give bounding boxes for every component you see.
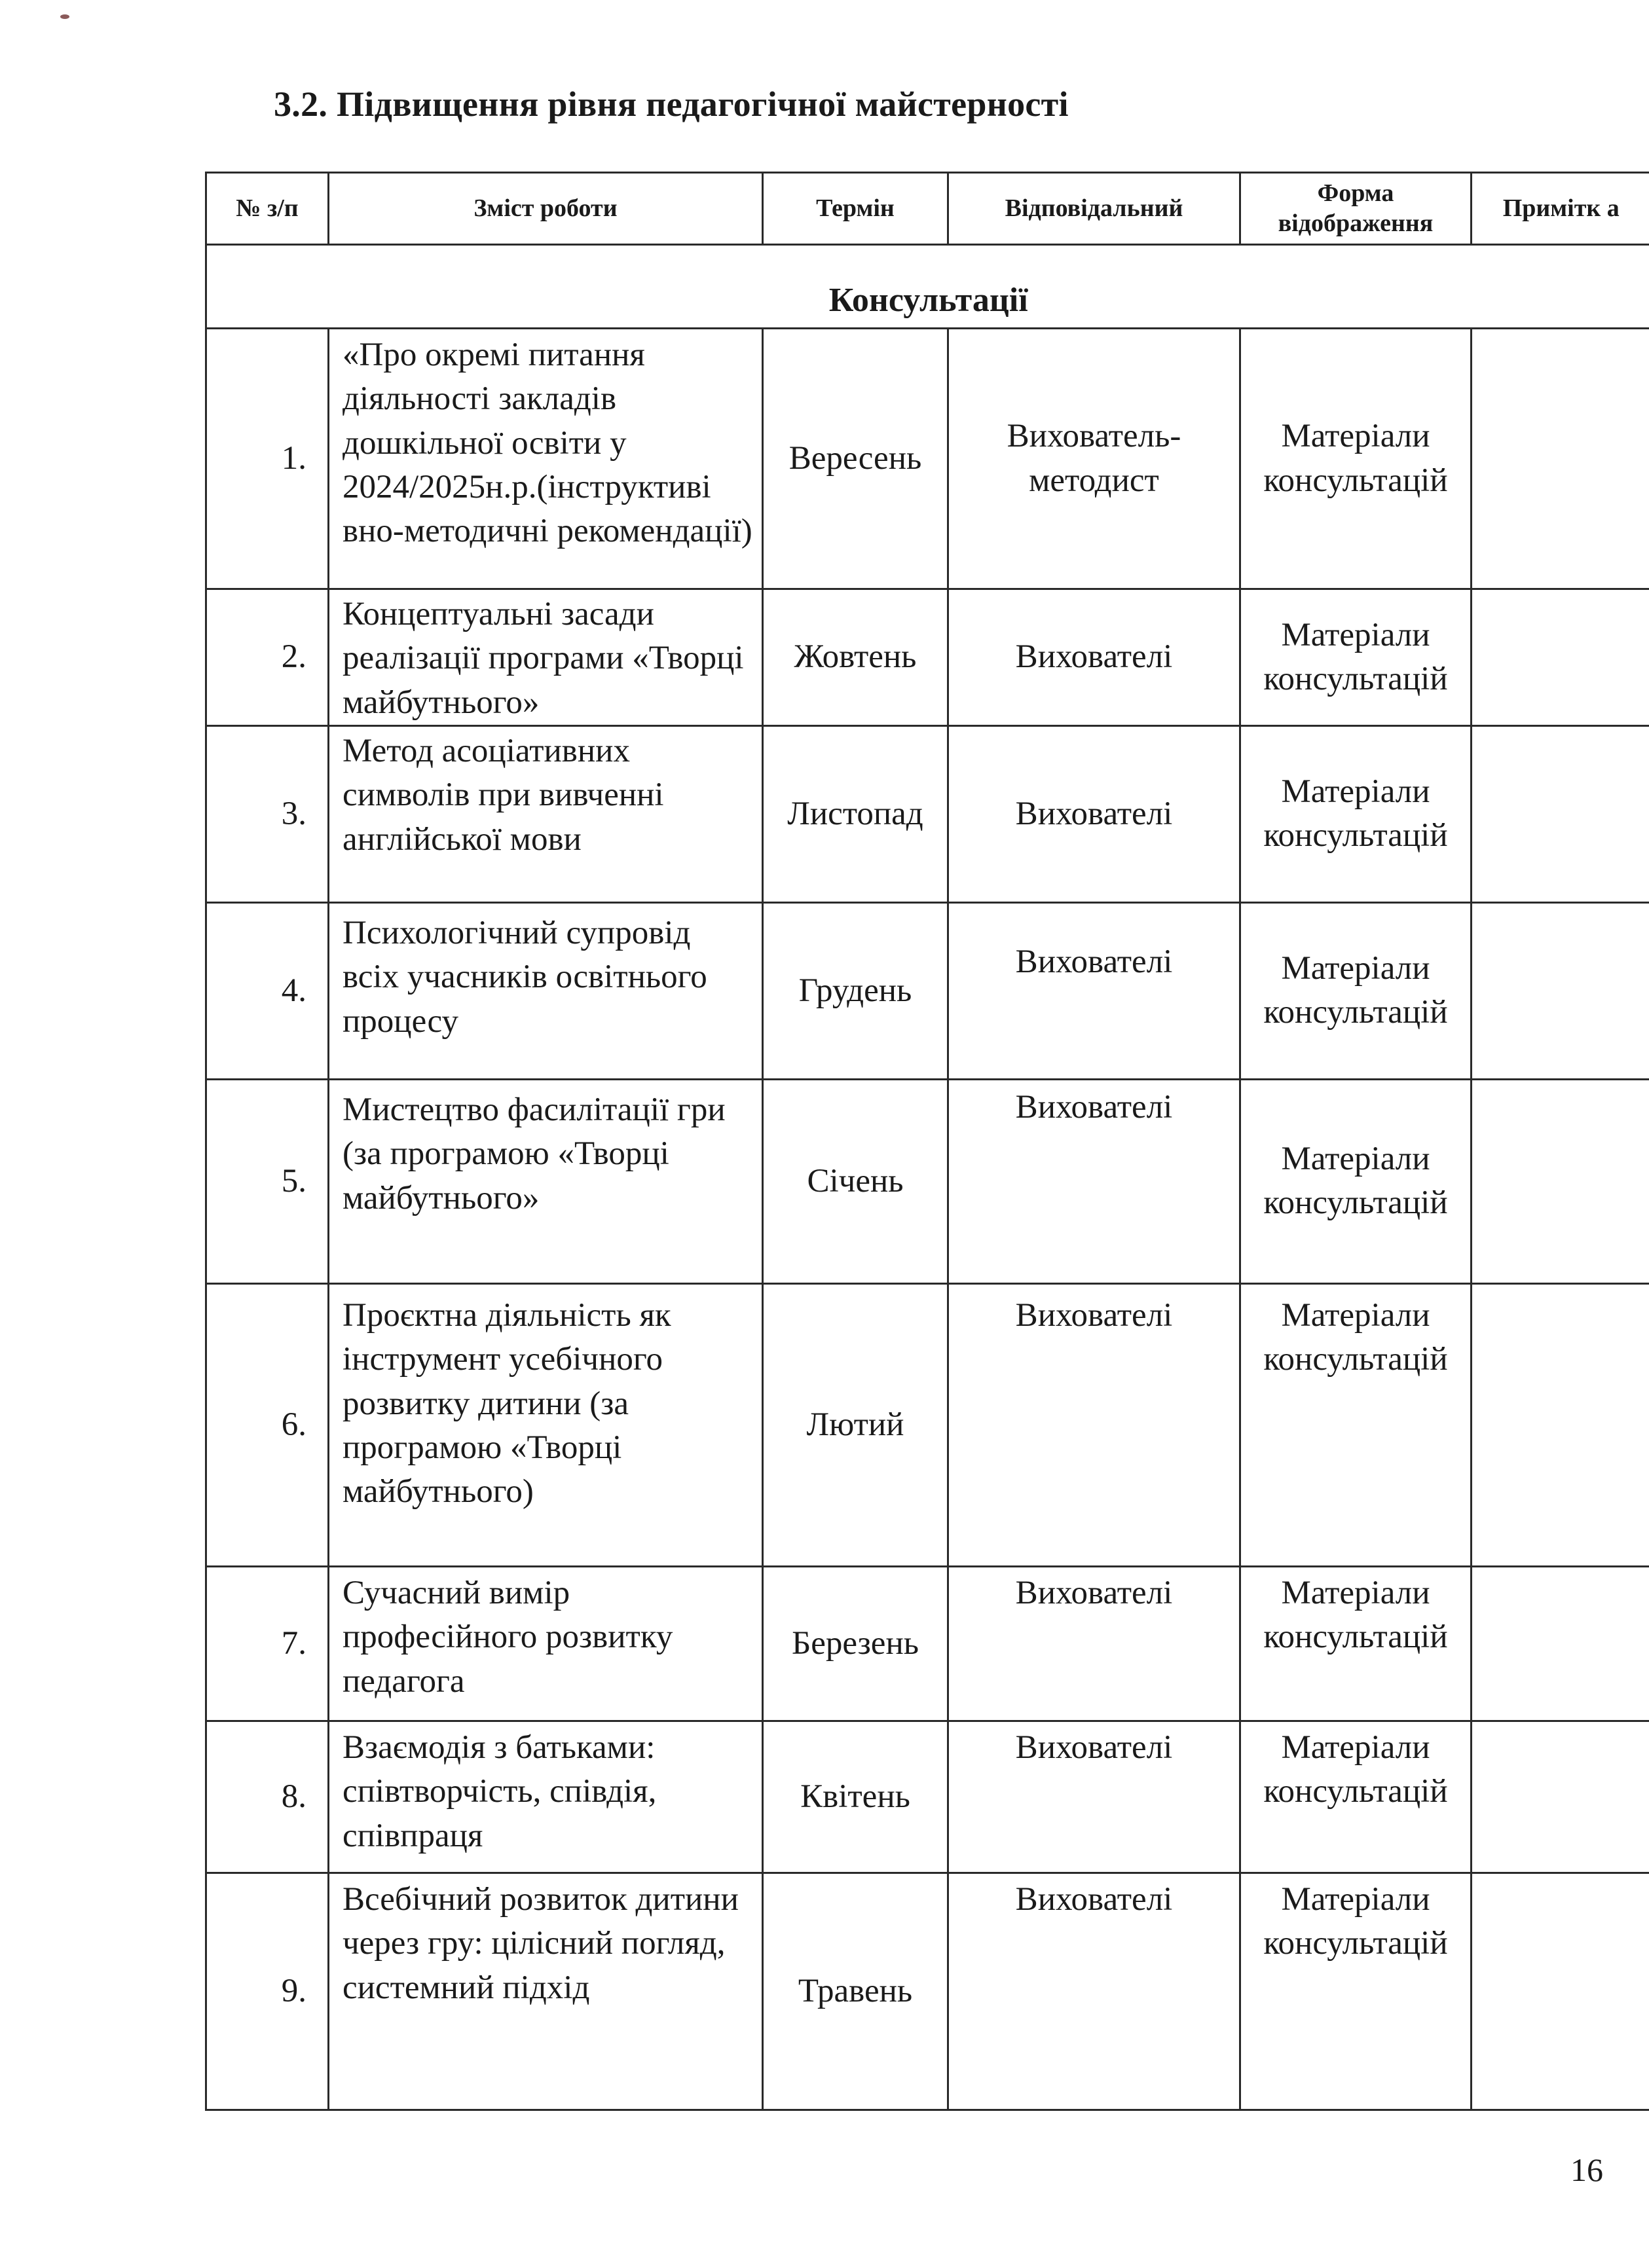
row-note [1472, 725, 1649, 902]
header-form: Форма відображення [1240, 173, 1472, 245]
row-term: Грудень [763, 902, 948, 1079]
header-num: № з/п [206, 173, 329, 245]
row-note [1472, 902, 1649, 1079]
row-content: Проєктна діяльність як інструмент усебічного розвитку дитини (за програмою «Творці майбутнього) [329, 1283, 763, 1566]
row-note [1472, 1283, 1649, 1566]
row-term: Листопад [763, 725, 948, 902]
header-note: Примітк а [1472, 173, 1649, 245]
row-note [1472, 1566, 1649, 1721]
row-term: Квітень [763, 1721, 948, 1873]
row-form: Матеріали консультацій [1240, 589, 1472, 726]
table-row [206, 589, 1649, 726]
row-num: 2. [206, 589, 329, 726]
row-content: Метод асоціативних символів при вивченні англійської мови [329, 725, 763, 902]
row-form: Матеріали консультацій [1240, 1566, 1472, 1721]
row-form: Матеріали консультацій [1240, 725, 1472, 902]
row-responsible: Вихователі [948, 589, 1240, 726]
row-num: 3. [206, 725, 329, 902]
table-header-row [206, 173, 1649, 245]
row-content: «Про окремі питання діяльності закладів дошкільної освіти у 2024/2025н.р.(інструктиві вно-методичні рекомендації) [329, 329, 763, 589]
row-term: Березень [763, 1566, 948, 1721]
row-form: Матеріали консультацій [1240, 329, 1472, 589]
row-num: 5. [206, 1079, 329, 1283]
row-content: Взаємодія з батьками: співтворчість, співдія, співпраця [329, 1721, 763, 1873]
section-row [206, 245, 1649, 329]
table-row [206, 1283, 1649, 1566]
row-content: Сучасний вимір професійного розвитку педагога [329, 1566, 763, 1721]
header-term: Термін [763, 173, 948, 245]
row-form: Матеріали консультацій [1240, 902, 1472, 1079]
row-term: Лютий [763, 1283, 948, 1566]
table-row [206, 725, 1649, 902]
row-term: Січень [763, 1079, 948, 1283]
row-responsible: Вихователі [948, 1721, 1240, 1873]
header-content: Зміст роботи [329, 173, 763, 245]
row-num: 7. [206, 1566, 329, 1721]
consultations-table [205, 172, 1649, 2111]
row-num: 1. [206, 329, 329, 589]
row-num: 4. [206, 902, 329, 1079]
row-note [1472, 1873, 1649, 2110]
table-row [206, 329, 1649, 589]
table-row [206, 1873, 1649, 2110]
row-content: Концептуальні засади реалізації програми «Творці майбутнього» [329, 589, 763, 726]
row-term: Жовтень [763, 589, 948, 726]
row-note [1472, 329, 1649, 589]
header-responsible: Відповідальний [948, 173, 1240, 245]
row-form: Матеріали консультацій [1240, 1283, 1472, 1566]
row-term: Вересень [763, 329, 948, 589]
scan-speck [60, 14, 69, 19]
row-num: 6. [206, 1283, 329, 1566]
row-note [1472, 1721, 1649, 1873]
row-note [1472, 1079, 1649, 1283]
row-responsible: Вихователі [948, 1283, 1240, 1566]
row-term: Травень [763, 1873, 948, 2110]
table-row [206, 1566, 1649, 1721]
row-form: Матеріали консультацій [1240, 1079, 1472, 1283]
row-responsible: Вихователь-методист [948, 329, 1240, 589]
row-num: 8. [206, 1721, 329, 1873]
table-row [206, 1079, 1649, 1283]
table-row [206, 902, 1649, 1079]
row-note [1472, 589, 1649, 726]
row-responsible: Вихователі [948, 1566, 1240, 1721]
row-content: Психологічний супровід всіх учасників освітнього процесу [329, 902, 763, 1079]
row-content: Всебічний розвиток дитини через гру: цілісний погляд, системний підхід [329, 1873, 763, 2110]
row-form: Матеріали консультацій [1240, 1873, 1472, 2110]
row-num: 9. [206, 1873, 329, 2110]
section-label: Консультації [206, 245, 1649, 329]
section-title: 3.2. Підвищення рівня педагогічної майстерності [274, 84, 1069, 124]
row-responsible: Вихователі [948, 1873, 1240, 2110]
row-content: Мистецтво фасилітації гри (за програмою «Творці майбутнього» [329, 1079, 763, 1283]
row-responsible: Вихователі [948, 902, 1240, 1079]
page-number: 16 [1570, 2151, 1603, 2188]
table-row [206, 1721, 1649, 1873]
row-form: Матеріали консультацій [1240, 1721, 1472, 1873]
row-responsible: Вихователі [948, 725, 1240, 902]
row-responsible: Вихователі [948, 1079, 1240, 1283]
